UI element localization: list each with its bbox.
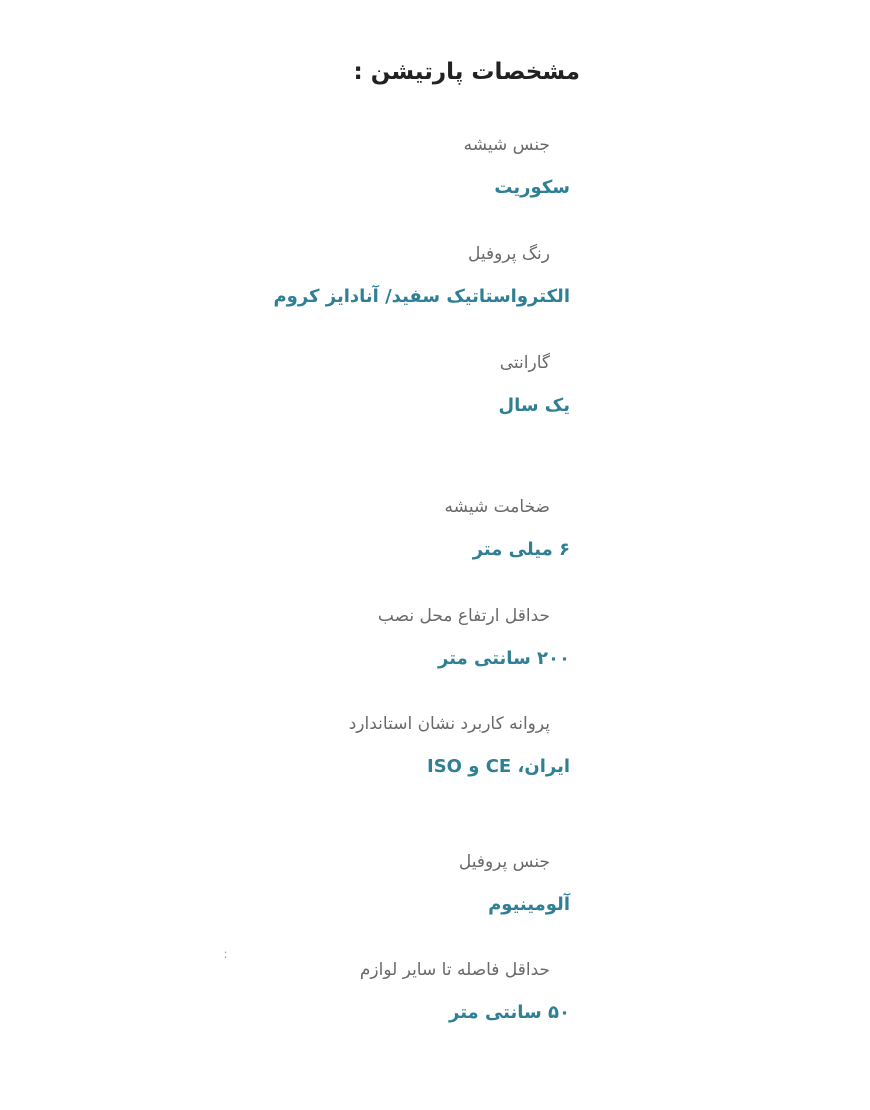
spec-label: ضخامت شیشه xyxy=(444,497,550,517)
spec-profile-color xyxy=(273,241,570,311)
spec-label: جنس شیشه xyxy=(463,135,550,155)
spec-value: ایران، CE و ISO xyxy=(427,756,570,777)
spec-standard-license xyxy=(349,711,570,781)
spec-label: گارانتی xyxy=(499,353,550,373)
spec-value: ۵۰ سانتی متر xyxy=(449,1002,570,1023)
spec-glass-thickness xyxy=(445,494,570,564)
spec-value: یک سال xyxy=(498,395,570,416)
stray-mark: ∶ xyxy=(224,948,228,962)
spec-profile-material xyxy=(459,849,570,919)
spec-label: رنگ پروفیل xyxy=(467,244,550,264)
spec-label: جنس پروفیل xyxy=(458,852,550,872)
spec-label: حداقل فاصله تا سایر لوازم xyxy=(359,960,550,980)
spec-label: پروانه کاربرد نشان استاندارد xyxy=(348,714,550,734)
spec-label: حداقل ارتفاع محل نصب xyxy=(377,606,550,626)
spec-min-install-height xyxy=(378,603,570,673)
page-title: مشخصات پارتیشن : xyxy=(353,59,580,85)
spec-value: ۶ میلی متر xyxy=(472,539,570,560)
spec-warranty xyxy=(498,350,570,420)
spec-value: آلومینیوم xyxy=(488,894,570,915)
spec-value: سکوریت xyxy=(494,177,570,198)
spec-min-clearance xyxy=(360,957,570,1027)
spec-glass-material xyxy=(464,132,570,202)
spec-value: الکترواستاتیک سفید/ آنادایز کروم xyxy=(273,286,570,307)
spec-value: ۲۰۰ سانتی متر xyxy=(438,648,570,669)
